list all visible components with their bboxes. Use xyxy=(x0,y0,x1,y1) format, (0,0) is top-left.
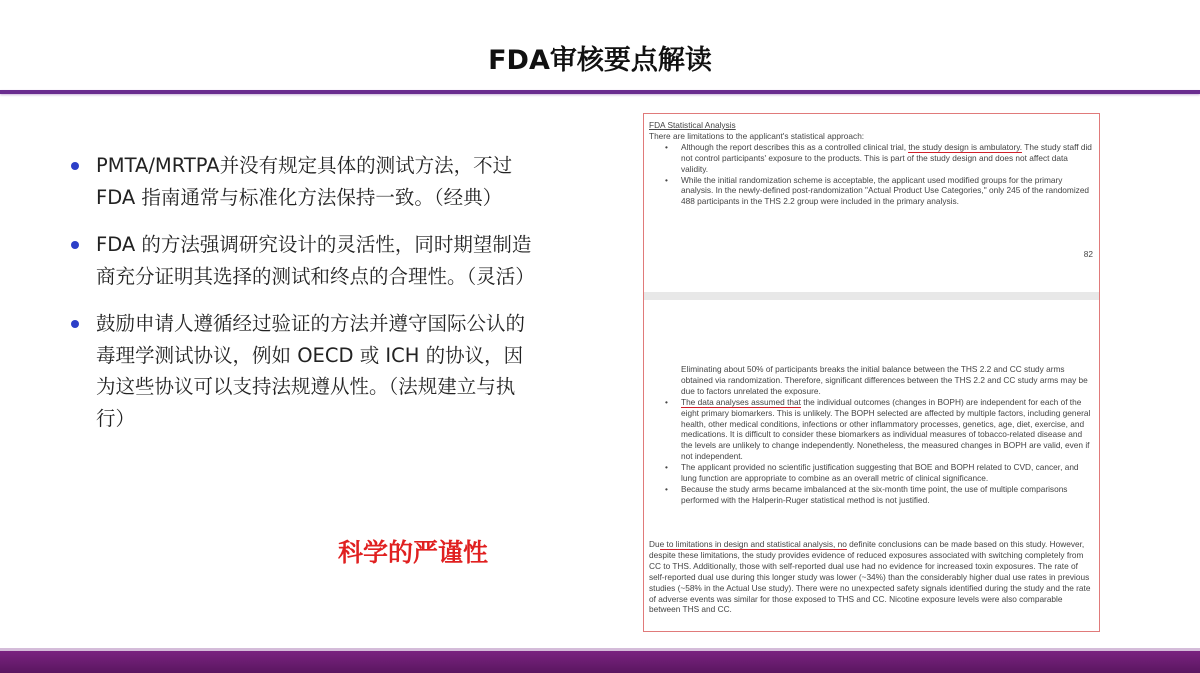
slide-title: FDA审核要点解读 xyxy=(488,45,712,76)
bullet-dot-icon xyxy=(71,162,79,170)
doc-heading: FDA Statistical Analysis xyxy=(649,120,736,130)
bullet-dot-icon xyxy=(71,241,79,249)
document-excerpt xyxy=(643,113,1100,632)
doc-list-item: • Although the report describes this as a controlled clinical trial, the study design is ambulatory. The study staff did not control participants' exposure to the products. This is part of the study design and does not affect data validity. xyxy=(649,142,1094,175)
page-number: 82 xyxy=(1083,249,1093,259)
bullet-dot-icon xyxy=(71,320,79,328)
title-divider xyxy=(0,90,1200,94)
bullet-item: FDA 的方法强调研究设计的灵活性，同时期望制造商充分证明其选择的测试和终点的合理性。（灵活） xyxy=(68,229,538,292)
doc-list-item: • Because the study arms became imbalanced at the six-month time point, the use of multiple comparisons performed with the Halperin-Ruger statistical method is not justified. xyxy=(649,484,1094,506)
doc-intro: There are limitations to the applicant's statistical approach: xyxy=(649,130,865,141)
bullet-list xyxy=(68,150,538,450)
footer-bar xyxy=(0,651,1200,673)
doc-list-item: • The applicant provided no scientific justification suggesting that BOE and BOPH related to CVD, cancer, and lung function are appropriate to combine as an overall metric of clinical significance. xyxy=(649,462,1094,484)
bullet-item: PMTA/MRTPA并没有规定具体的测试方法，不过FDA 指南通常与标准化方法保持一致。（经典） xyxy=(68,150,538,213)
doc-conclusion: Due to limitations in design and statistical analysis, no definite conclusions can be made based on this study. However, despite these limitations, the study provides evidence of reduced exposures associated with switching completely from CC to THS. Additionally, those with self-reported dual use had no evidence for increased toxin exposures. The rate of self-reported dual use during this longer study was lower (~34%) than the considerably higher dual use rates in previous studies (~58% in the Actual Use study). There were no unexpected safety signals identified during the study and the rate of adverse events was similar for those exposed to THS and CC. Nicotine exposure levels were also comparable between THS and CC. xyxy=(649,539,1091,615)
page-break xyxy=(644,292,1099,300)
bullet-item: 鼓励申请人遵循经过验证的方法并遵守国际公认的毒理学测试协议，例如 OECD 或 ICH 的协议，因为这些协议可以支持法规遵从性。（法规建立与执行） xyxy=(68,308,538,434)
doc-list-item: • The data analyses assumed that the individual outcomes (changes in BOPH) are independent for each of the eight primary biomarkers. This is unlikely. The BOPH selected are affected by multiple factors, including general health, other medical conditions, infections or other inflammatory processes, genetics, age, diet, exercise, and medications. It is difficult to consider these biomarkers as individual measures of tobacco-related disease and the levels are unlikely to change independently. Nonetheless, the measured changes in BOPH are valid, even if not independent. xyxy=(649,397,1094,462)
emphasis-text: 科学的严谨性 xyxy=(338,538,489,567)
doc-paragraph: Eliminating about 50% of participants breaks the initial balance between the THS 2.2 and CC study arms obtained via randomization. Therefore, significant differences between the THS 2.2 and CC study arms may be due to factors unrelated the exposure. xyxy=(681,364,1088,396)
doc-list-item: • While the initial randomization scheme is acceptable, the applicant used modified groups for the primary analysis. In the newly-defined post-randomization "Actual Product Use Categories," only 245 of the randomized 488 participants in the THS 2.2 group were included in the primary analysis. xyxy=(649,175,1094,208)
